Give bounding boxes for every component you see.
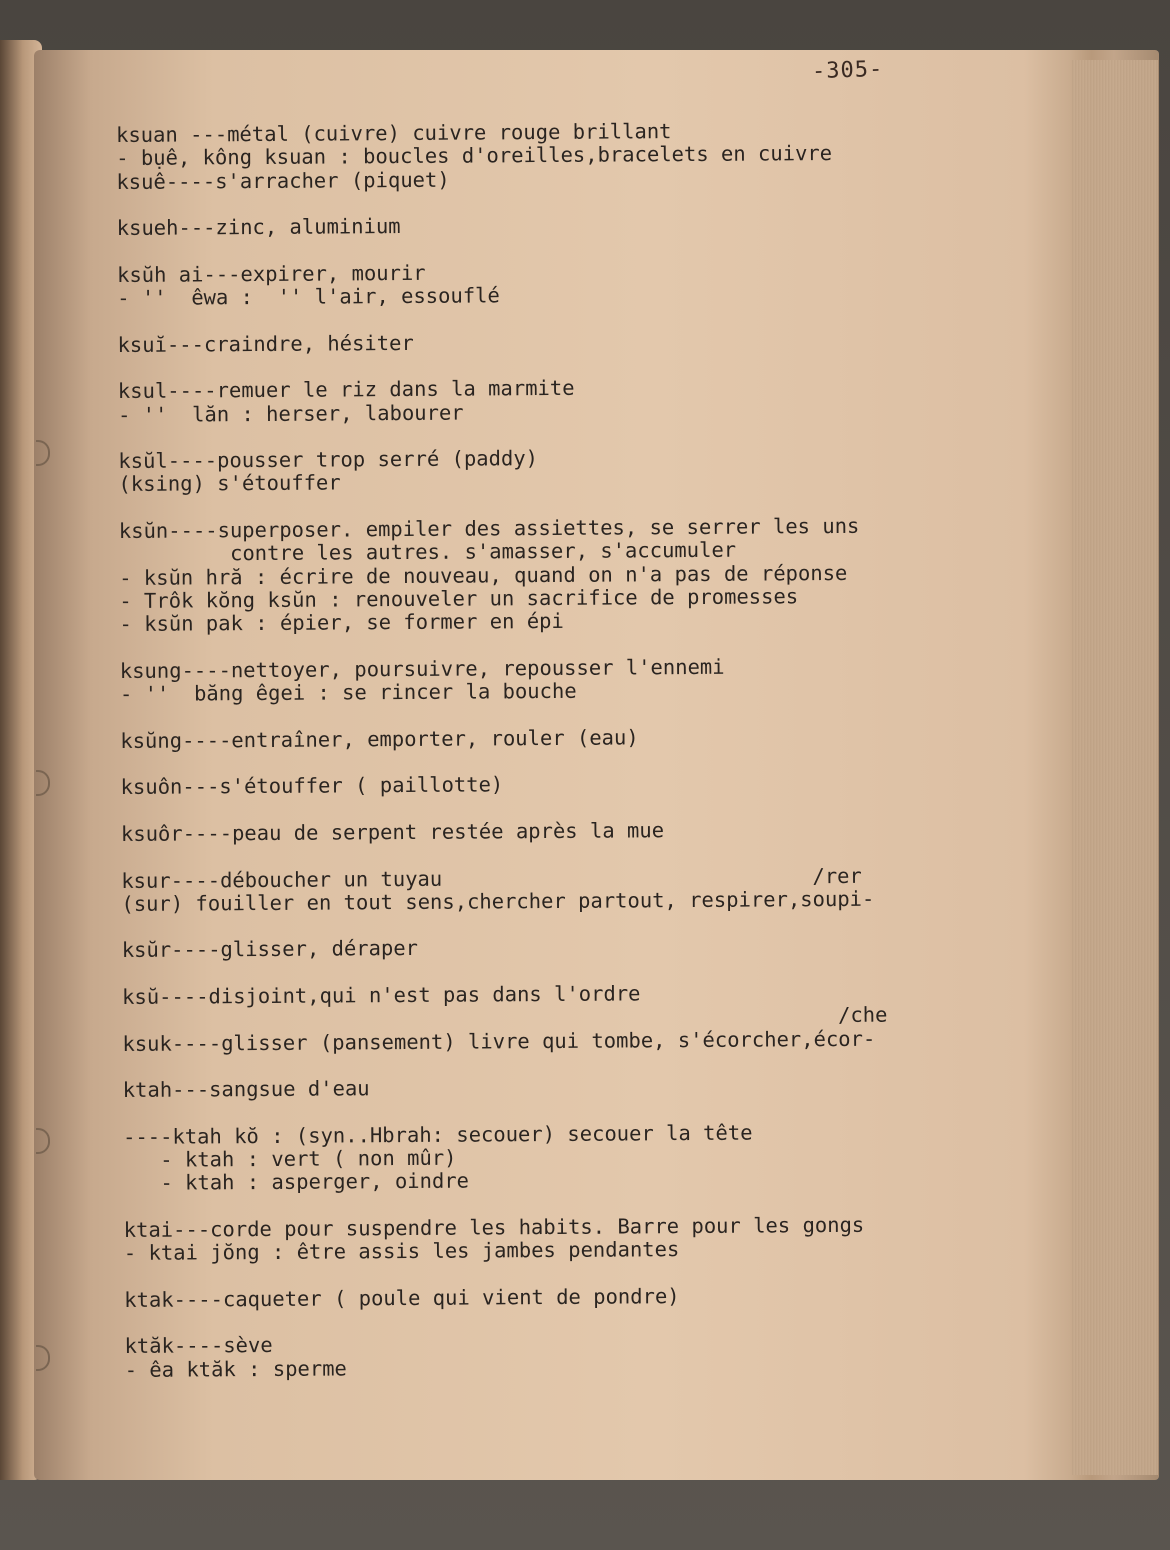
text-line: (sur) fouiller en tout sens,chercher partout, respirer,soupi- <box>121 886 875 916</box>
text-line: ksŭng----entraîner, emporter, rouler (eau) <box>120 725 639 753</box>
text-line: ksul----remuer le riz dans la marmite <box>117 376 575 404</box>
text-line: - ksŭn pak : épier, se former en épi <box>119 609 564 637</box>
text-line: - ktai jŏng : être assis les jambes pendantes <box>123 1237 680 1266</box>
text-line: ksuê----s'arracher (piquet) <box>116 167 450 194</box>
text-line: ksuk----glisser (pansement) livre qui tombe, s'écorcher,écor- <box>122 1026 876 1056</box>
text-line: - '' lăn : herser, labourer <box>117 400 464 427</box>
text-line: ksŭr----glisser, déraper <box>121 936 419 963</box>
text-line: - '' êwa : '' l'air, essouflé <box>117 283 500 311</box>
book-page-edges <box>1072 60 1158 1475</box>
text-line: ksŭh ai---expirer, mourir <box>116 260 426 287</box>
text-line: ksuan ---métal (cuivre) cuivre rouge brillant <box>115 119 672 147</box>
text-line: ksŭl----pousser trop serré (paddy) <box>118 446 539 474</box>
page-number: -305- <box>811 56 884 85</box>
text-line: ksur----déboucher un tuyau /rer <box>121 863 862 893</box>
text-line: ksung----nettoyer, poursuivre, repousser l'ennemi <box>119 654 725 683</box>
text-line: ktak----caqueter ( poule qui vient de pondre) <box>124 1283 680 1312</box>
text-line: - ktah : vert ( non mûr) <box>123 1145 457 1173</box>
text-line: contre les autres. s'amasser, s'accumuler <box>118 538 737 567</box>
text-line: - Trôk kŏng ksŭn : renouveler un sacrifice de promesses <box>119 584 799 613</box>
text-line: ktăk----sève <box>124 1333 273 1359</box>
text-line: ksŭ----disjoint,qui n'est pas dans l'ordre <box>122 981 641 1009</box>
dictionary-entries <box>116 118 1005 1382</box>
text-line: - ktah : asperger, oindre <box>123 1168 470 1196</box>
text-line: - ksŭn hră : écrire de nouveau, quand on n'a pas de réponse <box>119 560 848 590</box>
text-line: ktah---sangsue d'eau <box>122 1076 370 1103</box>
text-line: /che <box>122 1002 888 1033</box>
text-line: (ksing) s'étouffer <box>118 470 341 497</box>
text-line: - bụê, kông ksuan : boucles d'oreilles,bracelets en cuivre <box>116 141 833 171</box>
text-line: - '' băng êgei : se rincer la bouche <box>119 678 577 707</box>
text-line: ksuôr----peau de serpent restée après la mue <box>120 818 665 846</box>
text-line: ktai---corde pour suspendre les habits. Barre pour les gongs <box>123 1212 865 1242</box>
text-line: ksueh---zinc, aluminium <box>116 214 401 241</box>
text-line: ----ktah kŏ : (syn..Hbrah: secouer) secouer la tête <box>122 1120 753 1149</box>
text-line: ksuôn---s'étouffer ( paillotte) <box>120 772 504 800</box>
text-line: ksuĭ---craindre, hésiter <box>117 330 414 357</box>
text-line: ksŭn----superposer. empiler des assiettes, se serrer les uns <box>118 513 860 544</box>
text-line: - êa ktăk : sperme <box>124 1356 347 1382</box>
